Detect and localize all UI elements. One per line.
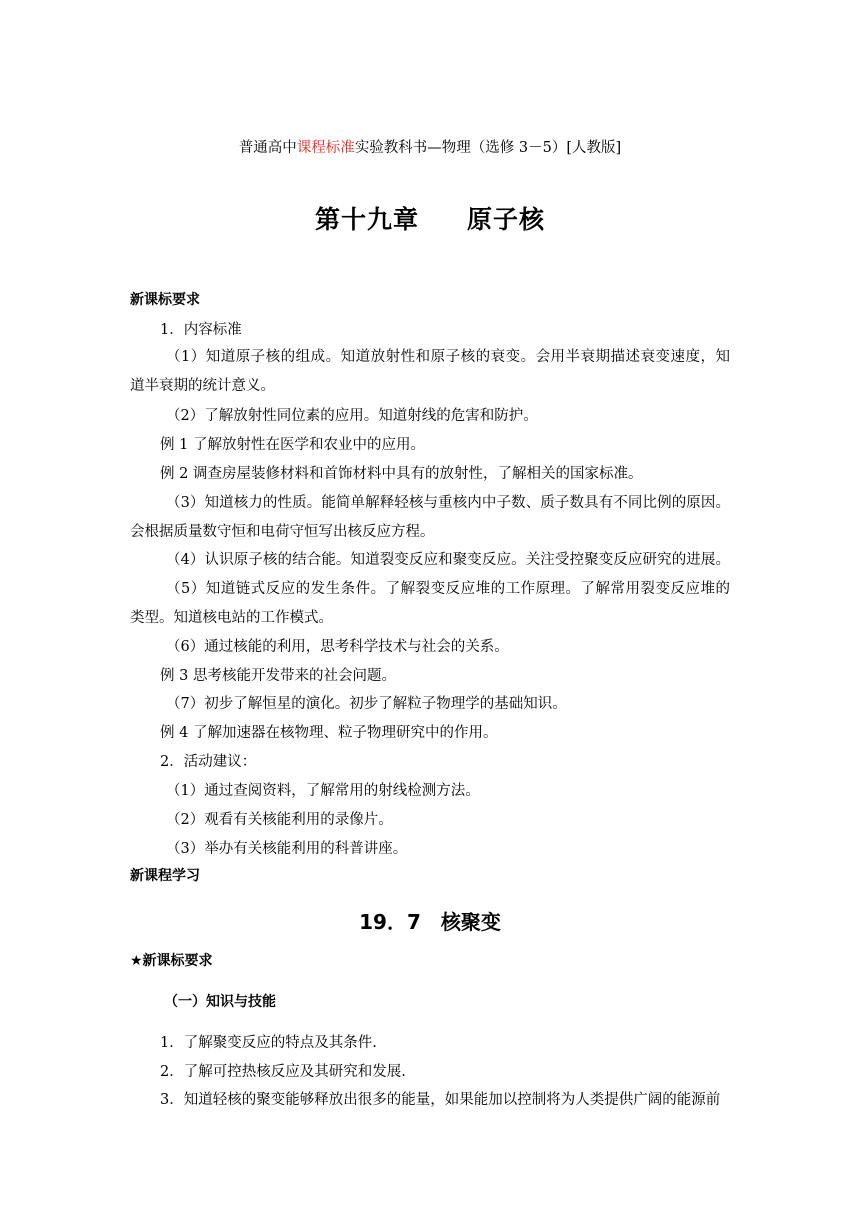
star-requirements-heading: ★新课标要求: [130, 953, 213, 969]
knowledge-item: 3．知道轻核的聚变能够释放出很多的能量，如果能加以控制将为人类提供广阔的能源前: [160, 1092, 721, 1108]
content-standard-heading: 1．内容标准: [160, 322, 242, 338]
item-line: 类型。知道核电站的工作模式。: [130, 610, 333, 626]
knowledge-item: 1．了解聚变反应的特点及其条件.: [160, 1035, 377, 1051]
item-line: （6）通过核能的利用，思考科学技术与社会的关系。: [166, 639, 509, 655]
chapter-number: 第十九章: [314, 205, 419, 234]
item-line: （7）初步了解恒星的演化。初步了解粒子物理学的基础知识。: [166, 696, 567, 712]
item-line: （1）知道原子核的组成。知道放射性和原子核的衰变。会用半衰期描述衰变速度，知: [166, 349, 730, 365]
section-title: [0, 906, 860, 935]
knowledge-item: 2．了解可控热核反应及其研究和发展.: [160, 1064, 406, 1080]
example-line: 例 3 思考核能开发带来的社会问题。: [160, 668, 396, 684]
item-line: （4）认识原子核的结合能。知道裂变反应和聚变反应。关注受控聚变反应研究的进展。: [166, 552, 730, 568]
page-header: [0, 136, 860, 157]
section-number: 19．7: [359, 910, 421, 934]
section-name: 核聚变: [440, 910, 501, 934]
item-line: 道半衰期的统计意义。: [130, 378, 275, 394]
requirements-heading: 新课标要求: [130, 292, 200, 308]
header-highlight: 课程标准: [296, 140, 355, 156]
activity-item: （3）举办有关核能利用的科普讲座。: [166, 841, 408, 857]
header-prefix: 普通高中: [238, 140, 297, 156]
example-line: 例 2 调查房屋装修材料和首饰材料中具有的放射性，了解相关的国家标准。: [160, 466, 643, 482]
activity-item: （1）通过查阅资料，了解常用的射线检测方法。: [166, 783, 480, 799]
example-line: 例 4 了解加速器在核物理、粒子物理研究中的作用。: [160, 725, 498, 741]
item-line: （3）知道核力的性质。能简单解释轻核与重核内中子数、质子数具有不同比例的原因。: [166, 495, 730, 511]
item-line: （5）知道链式反应的发生条件。了解裂变反应堆的工作原理。了解常用裂变反应堆的: [166, 581, 730, 597]
study-heading: 新课程学习: [130, 868, 200, 884]
item-line: 会根据质量数守恒和电荷守恒写出核反应方程。: [130, 524, 435, 540]
activity-item: （2）观看有关核能利用的录像片。: [166, 812, 393, 828]
activity-heading: 2．活动建议：: [160, 754, 257, 770]
item-line: （2）了解放射性同位素的应用。知道射线的危害和防护。: [166, 408, 538, 424]
example-line: 例 1 了解放射性在医学和农业中的应用。: [160, 437, 425, 453]
chapter-name: 原子核: [467, 205, 546, 234]
header-suffix: 实验教科书—物理（选修 3－5）[人教版]: [354, 140, 622, 156]
chapter-title: [0, 200, 860, 236]
knowledge-heading: （一）知识与技能: [164, 994, 276, 1010]
